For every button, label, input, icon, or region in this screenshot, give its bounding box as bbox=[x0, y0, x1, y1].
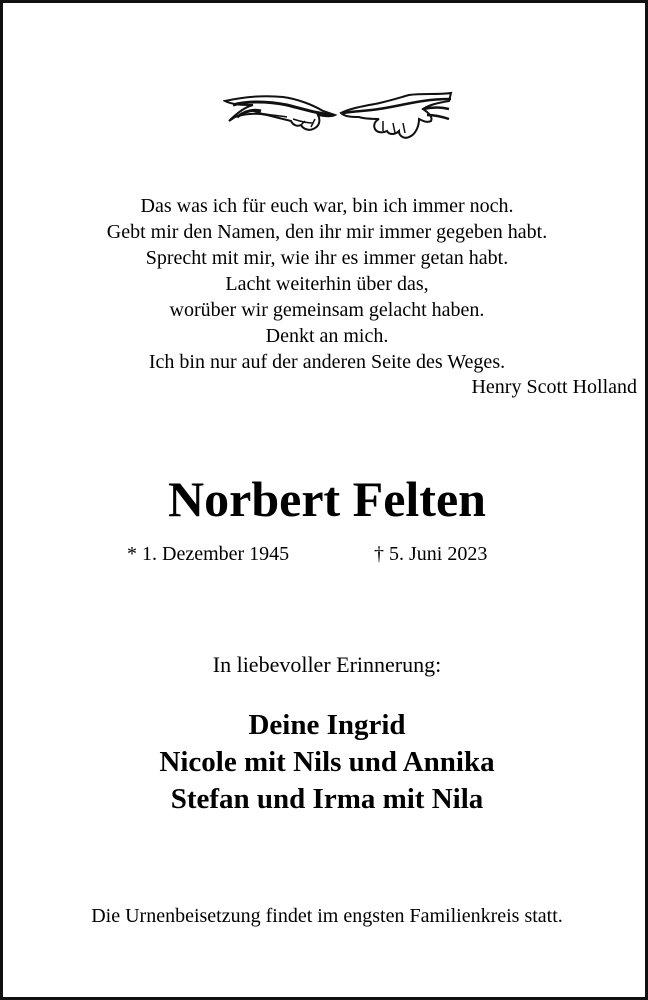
family-line: Nicole mit Nils und Annika bbox=[159, 746, 495, 778]
poem-line: Sprecht mit mir, wie ihr es immer getan habt. bbox=[145, 247, 509, 269]
poem-line: Das was ich für euch war, bin ich immer noch. bbox=[140, 195, 514, 217]
family-line: Stefan und Irma mit Nila bbox=[170, 783, 484, 815]
poem-author: Henry Scott Holland bbox=[471, 376, 637, 398]
deceased-name: Norbert Felten bbox=[168, 471, 486, 527]
poem-line: Ich bin nur auf der anderen Seite des Weges. bbox=[148, 351, 506, 373]
poem-line: Gebt mir den Namen, den ihr mir immer gegeben habt. bbox=[106, 221, 548, 243]
hands-creation-of-adam-icon bbox=[223, 91, 453, 146]
poem-line: worüber wir gemeinsam gelacht haben. bbox=[169, 299, 485, 321]
family-line: Deine Ingrid bbox=[248, 709, 406, 741]
poem bbox=[3, 193, 648, 375]
family-signatures bbox=[3, 707, 648, 818]
memory-heading: In liebevoller Erinnerung: bbox=[212, 652, 442, 677]
burial-notice: Die Urnenbeisetzung findet im engsten Familienkreis statt. bbox=[91, 905, 563, 927]
poem-line: Lacht weiterhin über das, bbox=[225, 273, 429, 295]
death-date: † 5. Juni 2023 bbox=[374, 543, 488, 565]
birth-date: * 1. Dezember 1945 bbox=[127, 543, 290, 565]
poem-line: Denkt an mich. bbox=[265, 325, 389, 347]
